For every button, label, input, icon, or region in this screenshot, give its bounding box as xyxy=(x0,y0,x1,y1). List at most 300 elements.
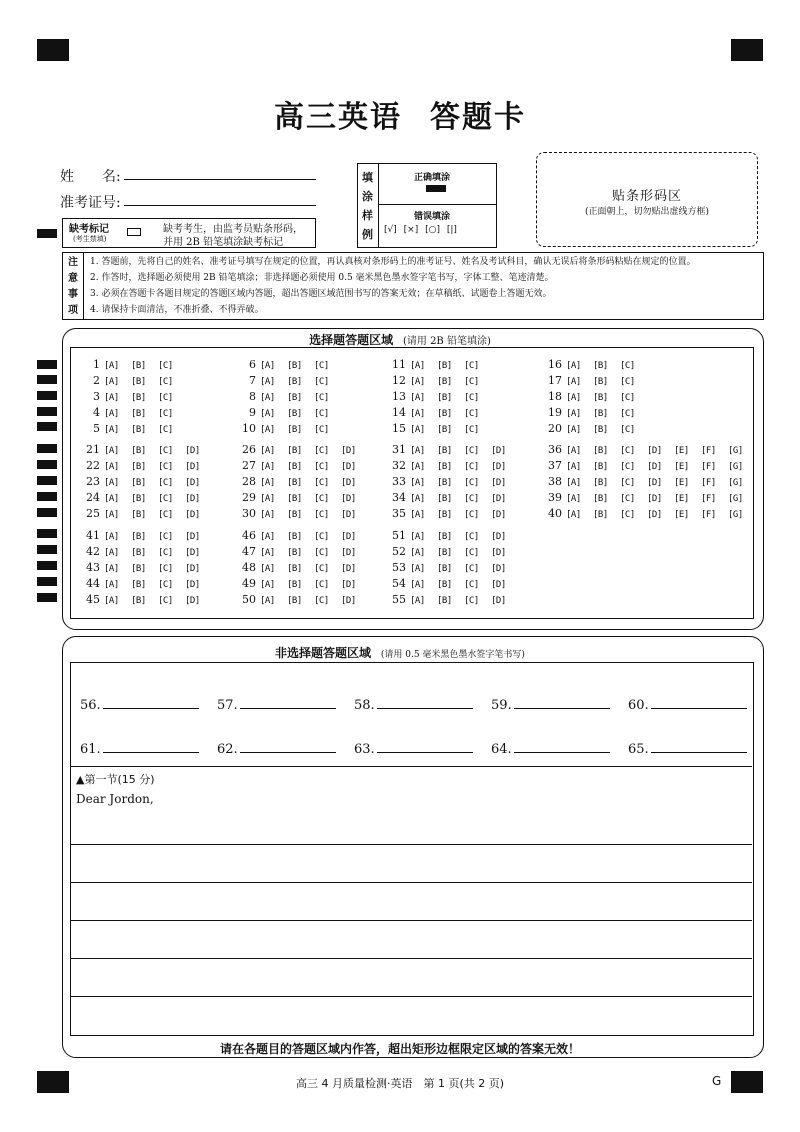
fill-blank[interactable] xyxy=(491,738,610,757)
answer-bubble[interactable]: [A] xyxy=(260,532,275,542)
answer-bubble[interactable]: [A] xyxy=(260,494,275,504)
answer-bubble[interactable]: [D] xyxy=(647,478,662,488)
answer-bubble[interactable]: [C] xyxy=(158,446,173,456)
fill-blank[interactable] xyxy=(354,694,473,713)
answer-bubble[interactable]: [E] xyxy=(674,446,689,456)
answer-bubble[interactable]: [C] xyxy=(314,532,329,542)
question-number: 8 xyxy=(249,390,256,403)
answer-bubble[interactable]: [C] xyxy=(464,377,479,387)
answer-bubble[interactable]: [C] xyxy=(158,510,173,520)
question-number: 37 xyxy=(548,459,562,472)
blank-line[interactable] xyxy=(377,694,473,709)
answer-bubble[interactable]: [D] xyxy=(647,494,662,504)
question-number: 15 xyxy=(392,422,406,435)
answer-bubble[interactable]: [C] xyxy=(158,548,173,558)
name-field[interactable] xyxy=(124,179,316,180)
barcode-area xyxy=(536,152,758,247)
answer-bubble[interactable]: [B] xyxy=(287,409,302,419)
answer-bubble[interactable]: [C] xyxy=(620,462,635,472)
answer-bubble[interactable]: [D] xyxy=(185,548,200,558)
answer-bubble[interactable]: [C] xyxy=(464,564,479,574)
answer-bubble[interactable]: [A] xyxy=(260,361,275,371)
answer-bubble[interactable]: [A] xyxy=(410,548,425,558)
answer-bubble[interactable]: [D] xyxy=(185,478,200,488)
answer-bubble[interactable]: [B] xyxy=(287,462,302,472)
timing-mark xyxy=(37,460,57,469)
answer-bubble[interactable]: [D] xyxy=(491,446,506,456)
exam-id-field[interactable] xyxy=(124,205,316,206)
blank-number: 65. xyxy=(628,742,649,757)
answer-bubble[interactable]: [D] xyxy=(491,564,506,574)
answer-bubble[interactable]: [C] xyxy=(464,580,479,590)
answer-bubble[interactable]: [B] xyxy=(131,462,146,472)
answer-bubble[interactable]: [B] xyxy=(287,494,302,504)
answer-bubble[interactable]: [G] xyxy=(728,462,743,472)
answer-bubble[interactable]: [G] xyxy=(728,478,743,488)
answer-bubble[interactable]: [A] xyxy=(104,532,119,542)
answer-bubble[interactable]: [C] xyxy=(158,462,173,472)
answer-bubble[interactable]: [G] xyxy=(728,446,743,456)
blank-number: 61. xyxy=(80,742,101,757)
question-number: 26 xyxy=(242,443,256,456)
choice-question-row xyxy=(236,422,341,435)
barcode-title: 贴条形码区 xyxy=(611,189,682,204)
answer-bubble[interactable]: [D] xyxy=(341,596,356,606)
answer-bubble[interactable]: [C] xyxy=(620,425,635,435)
answer-bubble[interactable]: [C] xyxy=(314,446,329,456)
answer-bubble[interactable]: [C] xyxy=(314,596,329,606)
notice-item: 1. 答题前，先将自己的姓名、准考证号填写在规定的位置，再认真核对条形码上的准考证号、姓名及考试科目，确认无误后将条形码粘贴在规定的位置。 xyxy=(90,257,696,267)
answer-bubble[interactable]: [A] xyxy=(410,462,425,472)
answer-bubble[interactable]: [B] xyxy=(287,478,302,488)
answer-bubble[interactable]: [B] xyxy=(437,564,452,574)
notice-item: 3. 必须在答题卡各题目规定的答题区域内答题，超出答题区域范围书写的答案无效；在草稿纸、试题卷上答题无效。 xyxy=(90,289,552,299)
question-number: 23 xyxy=(86,475,100,488)
answer-bubble[interactable]: [A] xyxy=(104,596,119,606)
answer-bubble[interactable]: [C] xyxy=(314,361,329,371)
answer-bubble[interactable]: [C] xyxy=(158,409,173,419)
answer-bubble[interactable]: [E] xyxy=(674,478,689,488)
choice-question-row xyxy=(236,443,368,456)
question-number: 53 xyxy=(392,561,406,574)
answer-bubble[interactable]: [A] xyxy=(566,409,581,419)
question-number: 28 xyxy=(242,475,256,488)
answer-bubble[interactable]: [D] xyxy=(341,462,356,472)
answer-bubble[interactable]: [B] xyxy=(287,425,302,435)
answer-bubble[interactable]: [B] xyxy=(437,596,452,606)
answer-bubble[interactable]: [B] xyxy=(593,510,608,520)
answer-bubble[interactable]: [A] xyxy=(104,564,119,574)
answer-bubble[interactable]: [A] xyxy=(410,596,425,606)
answer-bubble[interactable]: [B] xyxy=(593,446,608,456)
answer-bubble[interactable]: [B] xyxy=(287,564,302,574)
answer-bubble[interactable]: [F] xyxy=(701,478,716,488)
answer-bubble[interactable]: [A] xyxy=(104,393,119,403)
answer-bubble[interactable]: [B] xyxy=(287,446,302,456)
answer-bubble[interactable]: [A] xyxy=(410,580,425,590)
answer-bubble[interactable]: [B] xyxy=(131,478,146,488)
answer-bubble[interactable]: [D] xyxy=(185,580,200,590)
timing-mark xyxy=(37,529,57,538)
question-number: 30 xyxy=(242,507,256,520)
answer-bubble[interactable]: [C] xyxy=(314,564,329,574)
answer-bubble[interactable]: [C] xyxy=(464,446,479,456)
answer-bubble[interactable]: [D] xyxy=(491,462,506,472)
answer-bubble[interactable]: [C] xyxy=(158,478,173,488)
answer-bubble[interactable]: [A] xyxy=(260,425,275,435)
choice-question-row xyxy=(236,577,368,590)
answer-bubble[interactable]: [A] xyxy=(260,478,275,488)
answer-bubble[interactable]: [C] xyxy=(158,361,173,371)
blank-line[interactable] xyxy=(103,738,199,753)
answer-bubble[interactable]: [A] xyxy=(410,510,425,520)
answer-bubble[interactable]: [A] xyxy=(104,580,119,590)
blank-line[interactable] xyxy=(240,738,336,753)
blank-line[interactable] xyxy=(103,694,199,709)
answer-bubble[interactable]: [B] xyxy=(131,393,146,403)
question-number: 3 xyxy=(93,390,100,403)
answer-bubble[interactable]: [B] xyxy=(131,548,146,558)
answer-bubble[interactable]: [B] xyxy=(593,377,608,387)
answer-bubble[interactable]: [E] xyxy=(674,494,689,504)
answer-bubble[interactable]: [A] xyxy=(260,548,275,558)
answer-bubble[interactable]: [A] xyxy=(104,462,119,472)
answer-bubble[interactable]: [D] xyxy=(491,580,506,590)
answer-bubble[interactable]: [B] xyxy=(287,596,302,606)
answer-bubble[interactable]: [C] xyxy=(158,532,173,542)
answer-bubble[interactable]: [B] xyxy=(437,425,452,435)
answer-bubble[interactable]: [C] xyxy=(620,361,635,371)
choice-question-row xyxy=(236,491,368,504)
answer-bubble[interactable]: [A] xyxy=(260,446,275,456)
answer-bubble[interactable]: [B] xyxy=(437,446,452,456)
answer-bubble[interactable]: [A] xyxy=(410,494,425,504)
answer-bubble[interactable]: [A] xyxy=(104,494,119,504)
answer-bubble[interactable]: [A] xyxy=(260,564,275,574)
question-number: 50 xyxy=(242,593,256,606)
answer-bubble[interactable]: [B] xyxy=(437,494,452,504)
answer-bubble[interactable]: [B] xyxy=(593,393,608,403)
answer-bubble[interactable]: [C] xyxy=(464,548,479,558)
answer-bubble[interactable]: [B] xyxy=(437,361,452,371)
question-number: 34 xyxy=(392,491,406,504)
choice-question-row xyxy=(80,545,212,558)
answer-bubble[interactable]: [D] xyxy=(341,532,356,542)
answer-bubble[interactable]: [C] xyxy=(314,393,329,403)
answer-bubble[interactable]: [D] xyxy=(647,510,662,520)
answer-bubble[interactable]: [B] xyxy=(593,494,608,504)
answer-bubble[interactable]: [D] xyxy=(491,478,506,488)
answer-bubble[interactable]: [A] xyxy=(566,425,581,435)
choice-question-row xyxy=(80,561,212,574)
choice-question-row xyxy=(386,475,518,488)
answer-bubble[interactable]: [A] xyxy=(104,361,119,371)
answer-bubble[interactable]: [F] xyxy=(701,462,716,472)
answer-bubble[interactable]: [C] xyxy=(464,393,479,403)
timing-mark xyxy=(37,476,57,485)
answer-bubble[interactable]: [D] xyxy=(341,548,356,558)
answer-bubble[interactable]: [A] xyxy=(104,446,119,456)
fill-blank[interactable] xyxy=(628,694,747,713)
absent-note-line2: 并用 2B 铅笔填涂缺考标记 xyxy=(163,237,284,248)
answer-bubble[interactable]: [C] xyxy=(314,510,329,520)
divider xyxy=(70,766,752,767)
fill-blank[interactable] xyxy=(80,738,199,757)
answer-bubble[interactable]: [C] xyxy=(314,548,329,558)
answer-bubble[interactable]: [C] xyxy=(158,494,173,504)
answer-bubble[interactable]: [D] xyxy=(491,510,506,520)
answer-bubble[interactable]: [B] xyxy=(131,409,146,419)
choice-question-row xyxy=(236,475,368,488)
answer-bubble[interactable]: [F] xyxy=(701,510,716,520)
answer-bubble[interactable]: [B] xyxy=(131,532,146,542)
answer-bubble[interactable]: [C] xyxy=(158,393,173,403)
answer-bubble[interactable]: [C] xyxy=(464,532,479,542)
answer-bubble[interactable]: [F] xyxy=(701,446,716,456)
answer-bubble[interactable]: [B] xyxy=(437,462,452,472)
answer-bubble[interactable]: [A] xyxy=(260,409,275,419)
answer-bubble[interactable]: [B] xyxy=(287,361,302,371)
answer-bubble[interactable]: [C] xyxy=(620,409,635,419)
answer-bubble[interactable]: [B] xyxy=(437,478,452,488)
answer-bubble[interactable]: [D] xyxy=(185,494,200,504)
fill-sample-box xyxy=(357,163,497,248)
answer-bubble[interactable]: [D] xyxy=(185,462,200,472)
absent-note-line1: 缺考考生，由监考员贴条形码， xyxy=(163,224,303,235)
answer-bubble[interactable]: [D] xyxy=(341,478,356,488)
answer-bubble[interactable]: [B] xyxy=(593,409,608,419)
notice-item: 4. 请保持卡面清洁，不准折叠、不得弄破。 xyxy=(90,305,264,315)
blank-line[interactable] xyxy=(514,694,610,709)
nonchoice-section-hint: (请用 0.5 毫米黑色墨水签字笔书写) xyxy=(380,650,525,660)
answer-bubble[interactable]: [C] xyxy=(620,393,635,403)
answer-bubble[interactable]: [B] xyxy=(287,510,302,520)
answer-bubble[interactable]: [D] xyxy=(341,446,356,456)
answer-bubble[interactable]: [B] xyxy=(131,510,146,520)
answer-bubble[interactable]: [A] xyxy=(566,361,581,371)
answer-bubble[interactable]: [E] xyxy=(674,462,689,472)
answer-bubble[interactable]: [A] xyxy=(260,393,275,403)
answer-bubble[interactable]: [A] xyxy=(410,409,425,419)
question-number: 48 xyxy=(242,561,256,574)
answer-bubble[interactable]: [C] xyxy=(464,361,479,371)
answer-bubble[interactable]: [A] xyxy=(566,510,581,520)
answer-bubble[interactable]: [D] xyxy=(491,548,506,558)
answer-bubble[interactable]: [B] xyxy=(287,377,302,387)
answer-bubble[interactable]: [E] xyxy=(674,510,689,520)
choice-question-row xyxy=(80,443,212,456)
answer-bubble[interactable]: [A] xyxy=(410,425,425,435)
answer-bubble[interactable]: [B] xyxy=(131,446,146,456)
answer-bubble[interactable]: [C] xyxy=(158,596,173,606)
choice-question-row xyxy=(80,593,212,606)
answer-bubble[interactable]: [A] xyxy=(104,510,119,520)
answer-bubble[interactable]: [C] xyxy=(464,494,479,504)
answer-bubble[interactable]: [A] xyxy=(410,377,425,387)
blank-line[interactable] xyxy=(651,694,747,709)
fill-blank[interactable] xyxy=(491,694,610,713)
answer-bubble[interactable]: [D] xyxy=(341,510,356,520)
answer-bubble[interactable]: [C] xyxy=(314,425,329,435)
answer-bubble[interactable]: [A] xyxy=(104,548,119,558)
fill-blank[interactable] xyxy=(628,738,747,757)
answer-bubble[interactable]: [C] xyxy=(158,580,173,590)
question-number: 35 xyxy=(392,507,406,520)
answer-bubble[interactable]: [B] xyxy=(437,548,452,558)
answer-bubble[interactable]: [B] xyxy=(131,580,146,590)
blank-number: 56. xyxy=(80,698,101,713)
answer-bubble[interactable]: [D] xyxy=(341,564,356,574)
answer-bubble[interactable]: [A] xyxy=(410,446,425,456)
answer-bubble[interactable]: [A] xyxy=(566,377,581,387)
answer-bubble[interactable]: [G] xyxy=(728,494,743,504)
answer-bubble[interactable]: [C] xyxy=(314,462,329,472)
answer-bubble[interactable]: [D] xyxy=(185,510,200,520)
answer-bubble[interactable]: [G] xyxy=(728,510,743,520)
notice-box xyxy=(62,252,764,320)
answer-bubble[interactable]: [C] xyxy=(314,580,329,590)
answer-bubble[interactable]: [A] xyxy=(410,361,425,371)
question-number: 55 xyxy=(392,593,406,606)
answer-bubble[interactable]: [C] xyxy=(620,446,635,456)
answer-bubble[interactable]: [C] xyxy=(158,377,173,387)
answer-bubble[interactable]: [B] xyxy=(437,393,452,403)
answer-bubble[interactable]: [A] xyxy=(104,425,119,435)
answer-bubble[interactable]: [D] xyxy=(647,446,662,456)
choice-question-row xyxy=(80,459,212,472)
fill-blank[interactable] xyxy=(217,738,336,757)
answer-bubble[interactable]: [B] xyxy=(287,580,302,590)
answer-bubble[interactable]: [C] xyxy=(464,478,479,488)
answer-bubble[interactable]: [A] xyxy=(410,532,425,542)
answer-bubble[interactable]: [B] xyxy=(287,393,302,403)
answer-bubble[interactable]: [D] xyxy=(341,494,356,504)
answer-bubble[interactable]: [D] xyxy=(341,580,356,590)
blank-line[interactable] xyxy=(651,738,747,753)
answer-bubble[interactable]: [D] xyxy=(185,446,200,456)
answer-bubble[interactable]: [A] xyxy=(410,393,425,403)
answer-bubble[interactable]: [C] xyxy=(620,510,635,520)
answer-bubble[interactable]: [D] xyxy=(491,596,506,606)
answer-bubble[interactable]: [A] xyxy=(566,478,581,488)
answer-bubble[interactable]: [B] xyxy=(593,462,608,472)
answer-bubble[interactable]: [C] xyxy=(464,425,479,435)
essay-writing-area[interactable] xyxy=(70,800,752,1034)
answer-bubble[interactable]: [C] xyxy=(464,510,479,520)
answer-bubble[interactable]: [B] xyxy=(437,580,452,590)
answer-bubble[interactable]: [D] xyxy=(647,462,662,472)
question-number: 12 xyxy=(392,374,406,387)
answer-bubble[interactable]: [A] xyxy=(260,462,275,472)
answer-bubble[interactable]: [B] xyxy=(437,510,452,520)
answer-bubble[interactable]: [C] xyxy=(314,494,329,504)
answer-bubble[interactable]: [B] xyxy=(131,494,146,504)
answer-bubble[interactable]: [B] xyxy=(287,532,302,542)
choice-section-title: 选择题答题区域 xyxy=(309,333,394,347)
answer-bubble[interactable]: [A] xyxy=(104,377,119,387)
answer-bubble[interactable]: [B] xyxy=(593,425,608,435)
answer-bubble[interactable]: [B] xyxy=(437,409,452,419)
answer-bubble[interactable]: [A] xyxy=(260,377,275,387)
absent-checkbox[interactable] xyxy=(127,228,141,236)
choice-question-row xyxy=(236,545,368,558)
blank-line[interactable] xyxy=(377,738,473,753)
question-number: 11 xyxy=(392,358,406,371)
answer-bubble[interactable]: [C] xyxy=(314,478,329,488)
answer-bubble[interactable]: [B] xyxy=(593,361,608,371)
answer-bubble[interactable]: [C] xyxy=(314,377,329,387)
question-number: 21 xyxy=(86,443,100,456)
choice-question-row xyxy=(236,358,341,371)
answer-bubble[interactable]: [D] xyxy=(185,596,200,606)
answer-bubble[interactable]: [A] xyxy=(566,393,581,403)
blank-line[interactable] xyxy=(240,694,336,709)
answer-bubble[interactable]: [C] xyxy=(464,409,479,419)
title-card: 答题卡 xyxy=(430,100,526,135)
answer-bubble[interactable]: [B] xyxy=(131,377,146,387)
question-number: 22 xyxy=(86,459,100,472)
nonchoice-section-title: 非选择题答题区域 xyxy=(275,646,372,660)
question-number: 5 xyxy=(93,422,100,435)
answer-bubble[interactable]: [A] xyxy=(104,478,119,488)
answer-bubble[interactable]: [A] xyxy=(410,478,425,488)
choice-question-row xyxy=(386,561,518,574)
fill-blank[interactable] xyxy=(354,738,473,757)
answer-bubble[interactable]: [A] xyxy=(566,446,581,456)
answer-bubble[interactable]: [B] xyxy=(437,532,452,542)
answer-bubble[interactable]: [F] xyxy=(701,494,716,504)
answer-bubble[interactable]: [C] xyxy=(314,409,329,419)
blank-line[interactable] xyxy=(514,738,610,753)
answer-bubble[interactable]: [C] xyxy=(620,478,635,488)
answer-bubble[interactable]: [A] xyxy=(410,564,425,574)
choice-question-row xyxy=(236,406,341,419)
answer-bubble[interactable]: [A] xyxy=(260,580,275,590)
answer-bubble[interactable]: [B] xyxy=(593,478,608,488)
answer-bubble[interactable]: [B] xyxy=(131,425,146,435)
choice-question-row xyxy=(236,459,368,472)
answer-bubble[interactable]: [B] xyxy=(131,596,146,606)
answer-bubble[interactable]: [B] xyxy=(131,361,146,371)
answer-bubble[interactable]: [A] xyxy=(260,596,275,606)
answer-bubble[interactable]: [C] xyxy=(464,462,479,472)
answer-bubble[interactable]: [A] xyxy=(566,494,581,504)
answer-bubble[interactable]: [A] xyxy=(104,409,119,419)
answer-bubble[interactable]: [D] xyxy=(185,532,200,542)
answer-bubble[interactable]: [C] xyxy=(464,596,479,606)
correct-fill-sample xyxy=(426,185,446,192)
answer-bubble[interactable]: [B] xyxy=(287,548,302,558)
answer-bubble[interactable]: [C] xyxy=(620,494,635,504)
choice-question-row xyxy=(386,545,518,558)
answer-bubble[interactable]: [B] xyxy=(131,564,146,574)
question-number: 19 xyxy=(548,406,562,419)
answer-bubble[interactable]: [A] xyxy=(260,510,275,520)
answer-bubble[interactable]: [C] xyxy=(158,564,173,574)
answer-bubble[interactable]: [D] xyxy=(491,532,506,542)
answer-bubble[interactable]: [B] xyxy=(437,377,452,387)
answer-bubble[interactable]: [D] xyxy=(185,564,200,574)
answer-bubble[interactable]: [A] xyxy=(566,462,581,472)
choice-question-row xyxy=(386,529,518,542)
question-number: 54 xyxy=(392,577,406,590)
answer-bubble[interactable]: [C] xyxy=(620,377,635,387)
choice-question-row xyxy=(542,475,755,488)
answer-bubble[interactable]: [D] xyxy=(491,494,506,504)
fill-blank[interactable] xyxy=(80,694,199,713)
fill-blank[interactable] xyxy=(217,694,336,713)
answer-bubble[interactable]: [C] xyxy=(158,425,173,435)
